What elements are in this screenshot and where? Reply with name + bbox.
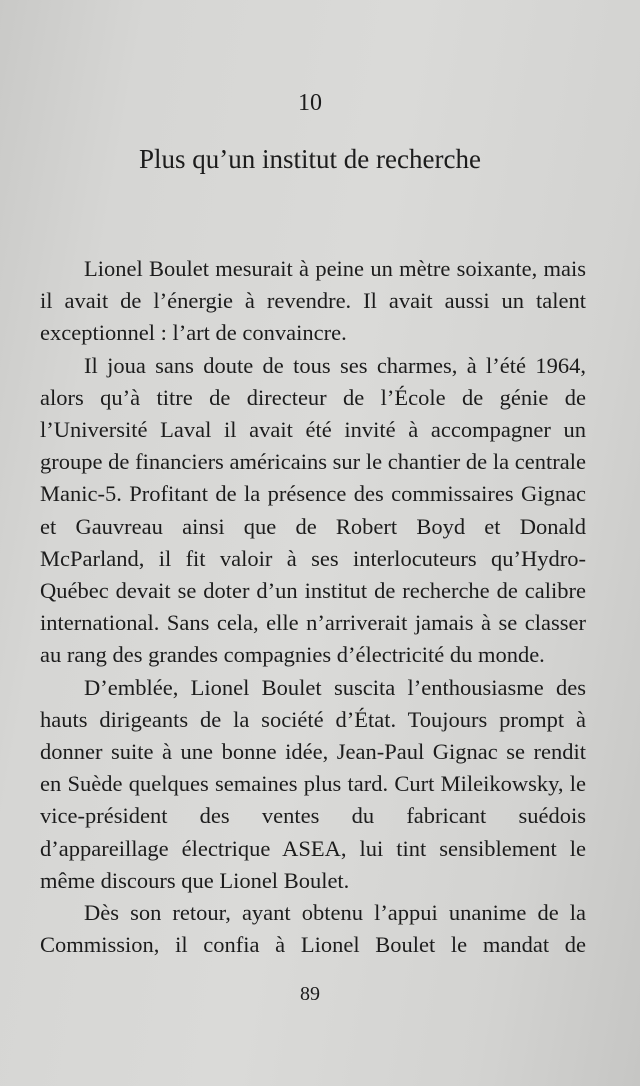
chapter-title: Plus qu’un institut de recherche xyxy=(139,144,481,174)
body-text xyxy=(40,253,586,961)
paragraph: D’emblée, Lionel Boulet suscita l’enthousiasme des hauts dirigeants de la société d’État. Toujours prompt à donner suite à une bonne idée, Jean-Paul Gignac se rendit en Suède quelques semaines plus tard. Curt Mileikowsky, le vice-président des ventes du fabricant suédois d’appareillage électrique ASEA, lui tint sensiblement le même discours que Lionel Boulet. xyxy=(40,674,586,893)
chapter-number: 10 xyxy=(298,90,322,116)
paragraph: Lionel Boulet mesurait à peine un mètre soixante, mais il avait de l’énergie à revendre. Il avait aussi un talent exceptionnel : l’art de convaincre. xyxy=(40,256,586,346)
page-number: 89 xyxy=(300,983,320,1005)
paragraph: Dès son retour, ayant obtenu l’appui unanime de la Commission, il confia à Lionel Boulet le mandat de xyxy=(40,900,586,958)
paragraph: Il joua sans doute de tous ses charmes, à l’été 1964, alors qu’à titre de directeur de l’École de génie de l’Université Laval il avait été invité à accompagner un groupe de financiers américains sur le chantier de la centrale Manic-5. Profitant de la présence des commissaires Gignac et Gauvreau ainsi que de Robert Boyd et Donald McParland, il fit valoir à ses interlocuteurs qu’Hydro-Québec devait se doter d’un institut de recherche de calibre international. Sans cela, elle n’arriverait jamais à se classer au rang des grandes compagnies d’électricité du monde. xyxy=(40,352,586,668)
